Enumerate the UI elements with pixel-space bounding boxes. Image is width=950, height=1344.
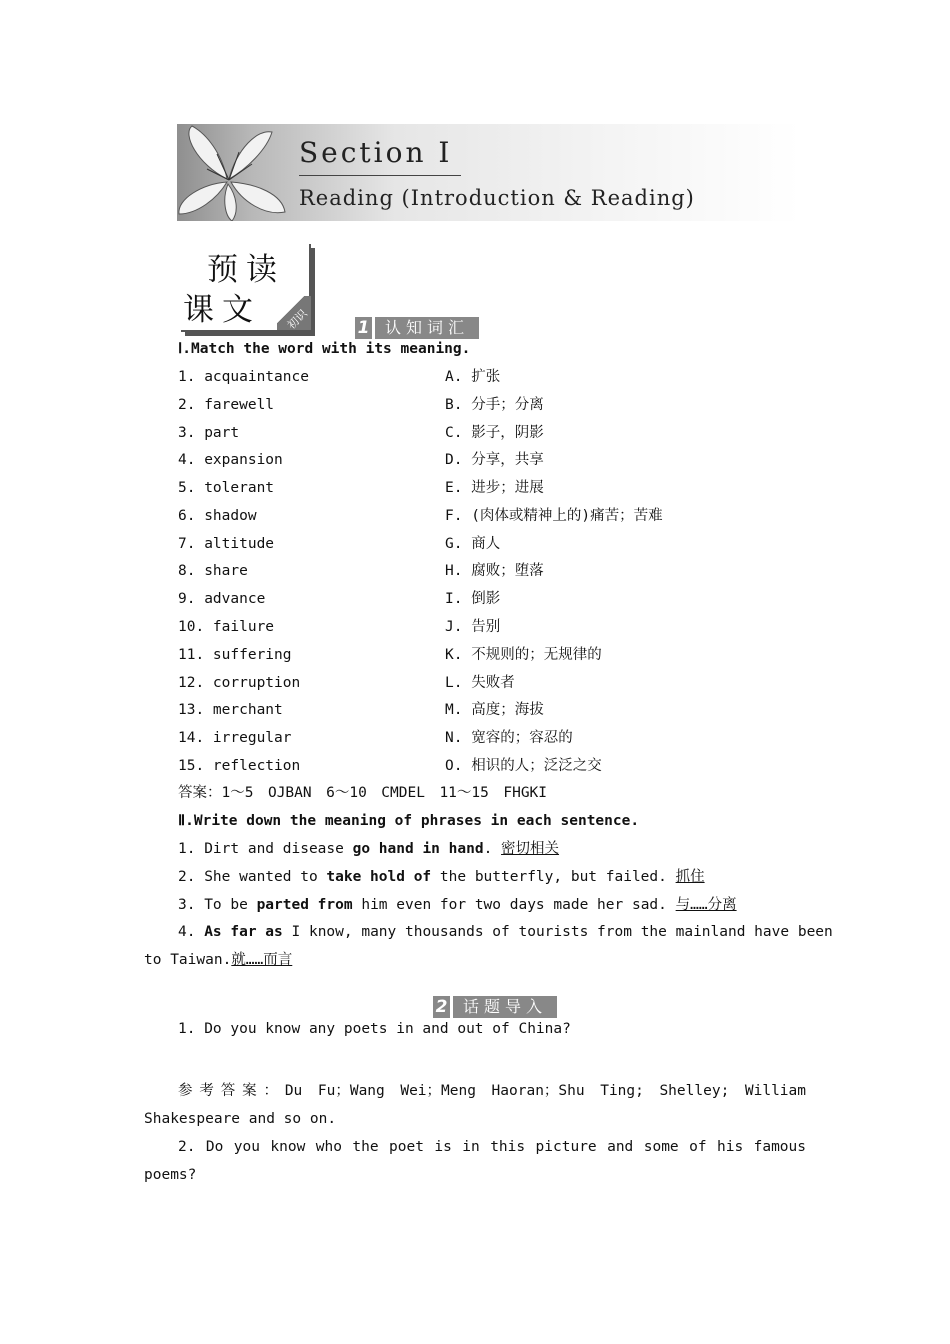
key-phrase: As far as [204, 924, 283, 940]
sentence-text: him even for two days made her sad. [352, 897, 676, 913]
meaning-item: M. 高度；海拔 [445, 702, 544, 718]
word-item: 6. shadow [178, 508, 257, 524]
lily-flower-icon [177, 124, 287, 221]
section-number: 1 [355, 317, 372, 339]
question-2-line-2: poems? [144, 1167, 197, 1183]
meaning-item: D. 分享，共享 [445, 452, 544, 468]
meaning-item: B. 分手；分离 [445, 397, 544, 413]
reference-answer-line-1 [178, 1081, 806, 1101]
reference-text: Du Fu；Wang Wei；Meng Haoran；Shu Ting; Shelley; William [284, 1083, 806, 1099]
meaning-item: G. 商人 [445, 536, 501, 552]
part2-title: Ⅱ.Write down the meaning of phrases in each sentence. [178, 813, 640, 829]
word-item: 9. advance [178, 591, 266, 607]
sentence-text: I know, many thousands of tourists from the mainland have been [282, 924, 833, 940]
meaning-item: K. 不规则的；无规律的 [445, 647, 602, 663]
reference-answer-line-2: Shakespeare and so on. [144, 1111, 337, 1127]
section-label: 认知词汇 [375, 317, 479, 339]
sentence-number: 4. [178, 924, 205, 940]
badge-corner-tag [277, 296, 311, 330]
word-item: 5. tolerant [178, 480, 275, 496]
answer-key: 答案：1～5 OJBAN 6～10 CMDEL 11～15 FHGKI [178, 785, 548, 801]
sentence-text: 3. To be [178, 897, 257, 913]
badge-line-2: 课文 [183, 292, 261, 328]
meaning-item: N. 宽容的；容忍的 [445, 730, 573, 746]
preview-badge [181, 244, 311, 332]
sentence-text: the butterfly, but failed. [431, 869, 676, 885]
meaning-item: A. 扩张 [445, 369, 501, 385]
word-item: 7. altitude [178, 536, 275, 552]
phrase-sentence [178, 839, 559, 859]
section-header-topic [433, 996, 557, 1018]
phrase-sentence-continued [144, 950, 292, 970]
key-phrase: take hold of [326, 869, 432, 885]
word-item: 14. irregular [178, 730, 292, 746]
meaning-item: O. 相识的人；泛泛之交 [445, 758, 602, 774]
reference-label: 参考答案： [178, 1083, 285, 1099]
word-item: 8. share [178, 563, 248, 579]
meaning-item: I. 倒影 [445, 591, 501, 607]
sentence-text: . [483, 841, 502, 857]
question-1: 1. Do you know any poets in and out of China? [178, 1021, 571, 1037]
section-header-vocabulary [355, 317, 479, 339]
section-banner [177, 124, 800, 221]
word-item: 4. expansion [178, 452, 283, 468]
sentence-text: 2. She wanted to [178, 869, 327, 885]
banner-divider [299, 175, 461, 176]
phrase-answer: 密切相关 [501, 841, 560, 857]
banner-subtitle: Reading (Introduction & Reading) [299, 186, 695, 210]
phrase-answer: 与……分离 [675, 897, 737, 913]
meaning-item: E. 进步；进展 [445, 480, 544, 496]
meaning-item: C. 影子，阴影 [445, 425, 544, 441]
banner-title: Section I [299, 136, 453, 169]
meaning-item: F. (肉体或精神上的)痛苦；苦难 [445, 508, 663, 524]
phrase-answer: 就……而言 [231, 952, 293, 968]
badge-tag-text: 初识 [284, 306, 310, 332]
phrase-sentence [178, 867, 705, 887]
sentence-text: to Taiwan. [144, 952, 232, 968]
word-item: 12. corruption [178, 675, 301, 691]
meaning-item: L. 失败者 [445, 675, 515, 691]
section-label: 话题导入 [453, 996, 557, 1018]
key-phrase: parted from [256, 897, 353, 913]
part1-title: Ⅰ.Match the word with its meaning. [178, 341, 471, 357]
phrase-sentence [178, 922, 833, 942]
phrase-answer: 抓住 [675, 869, 705, 885]
word-item: 10. failure [178, 619, 275, 635]
word-item: 13. merchant [178, 702, 283, 718]
word-item: 2. farewell [178, 397, 275, 413]
question-2-line-1: 2. Do you know who the poet is in this picture and some of his famous [178, 1139, 806, 1155]
section-number: 2 [433, 996, 450, 1018]
phrase-sentence [178, 895, 737, 915]
key-phrase: go hand in hand [352, 841, 484, 857]
meaning-item: H. 腐败；堕落 [445, 563, 544, 579]
word-item: 3. part [178, 425, 240, 441]
meaning-item: J. 告别 [445, 619, 501, 635]
word-item: 11. suffering [178, 647, 292, 663]
sentence-text: 1. Dirt and disease [178, 841, 353, 857]
badge-line-1: 预读 [207, 252, 285, 288]
word-item: 1. acquaintance [178, 369, 309, 385]
word-item: 15. reflection [178, 758, 301, 774]
